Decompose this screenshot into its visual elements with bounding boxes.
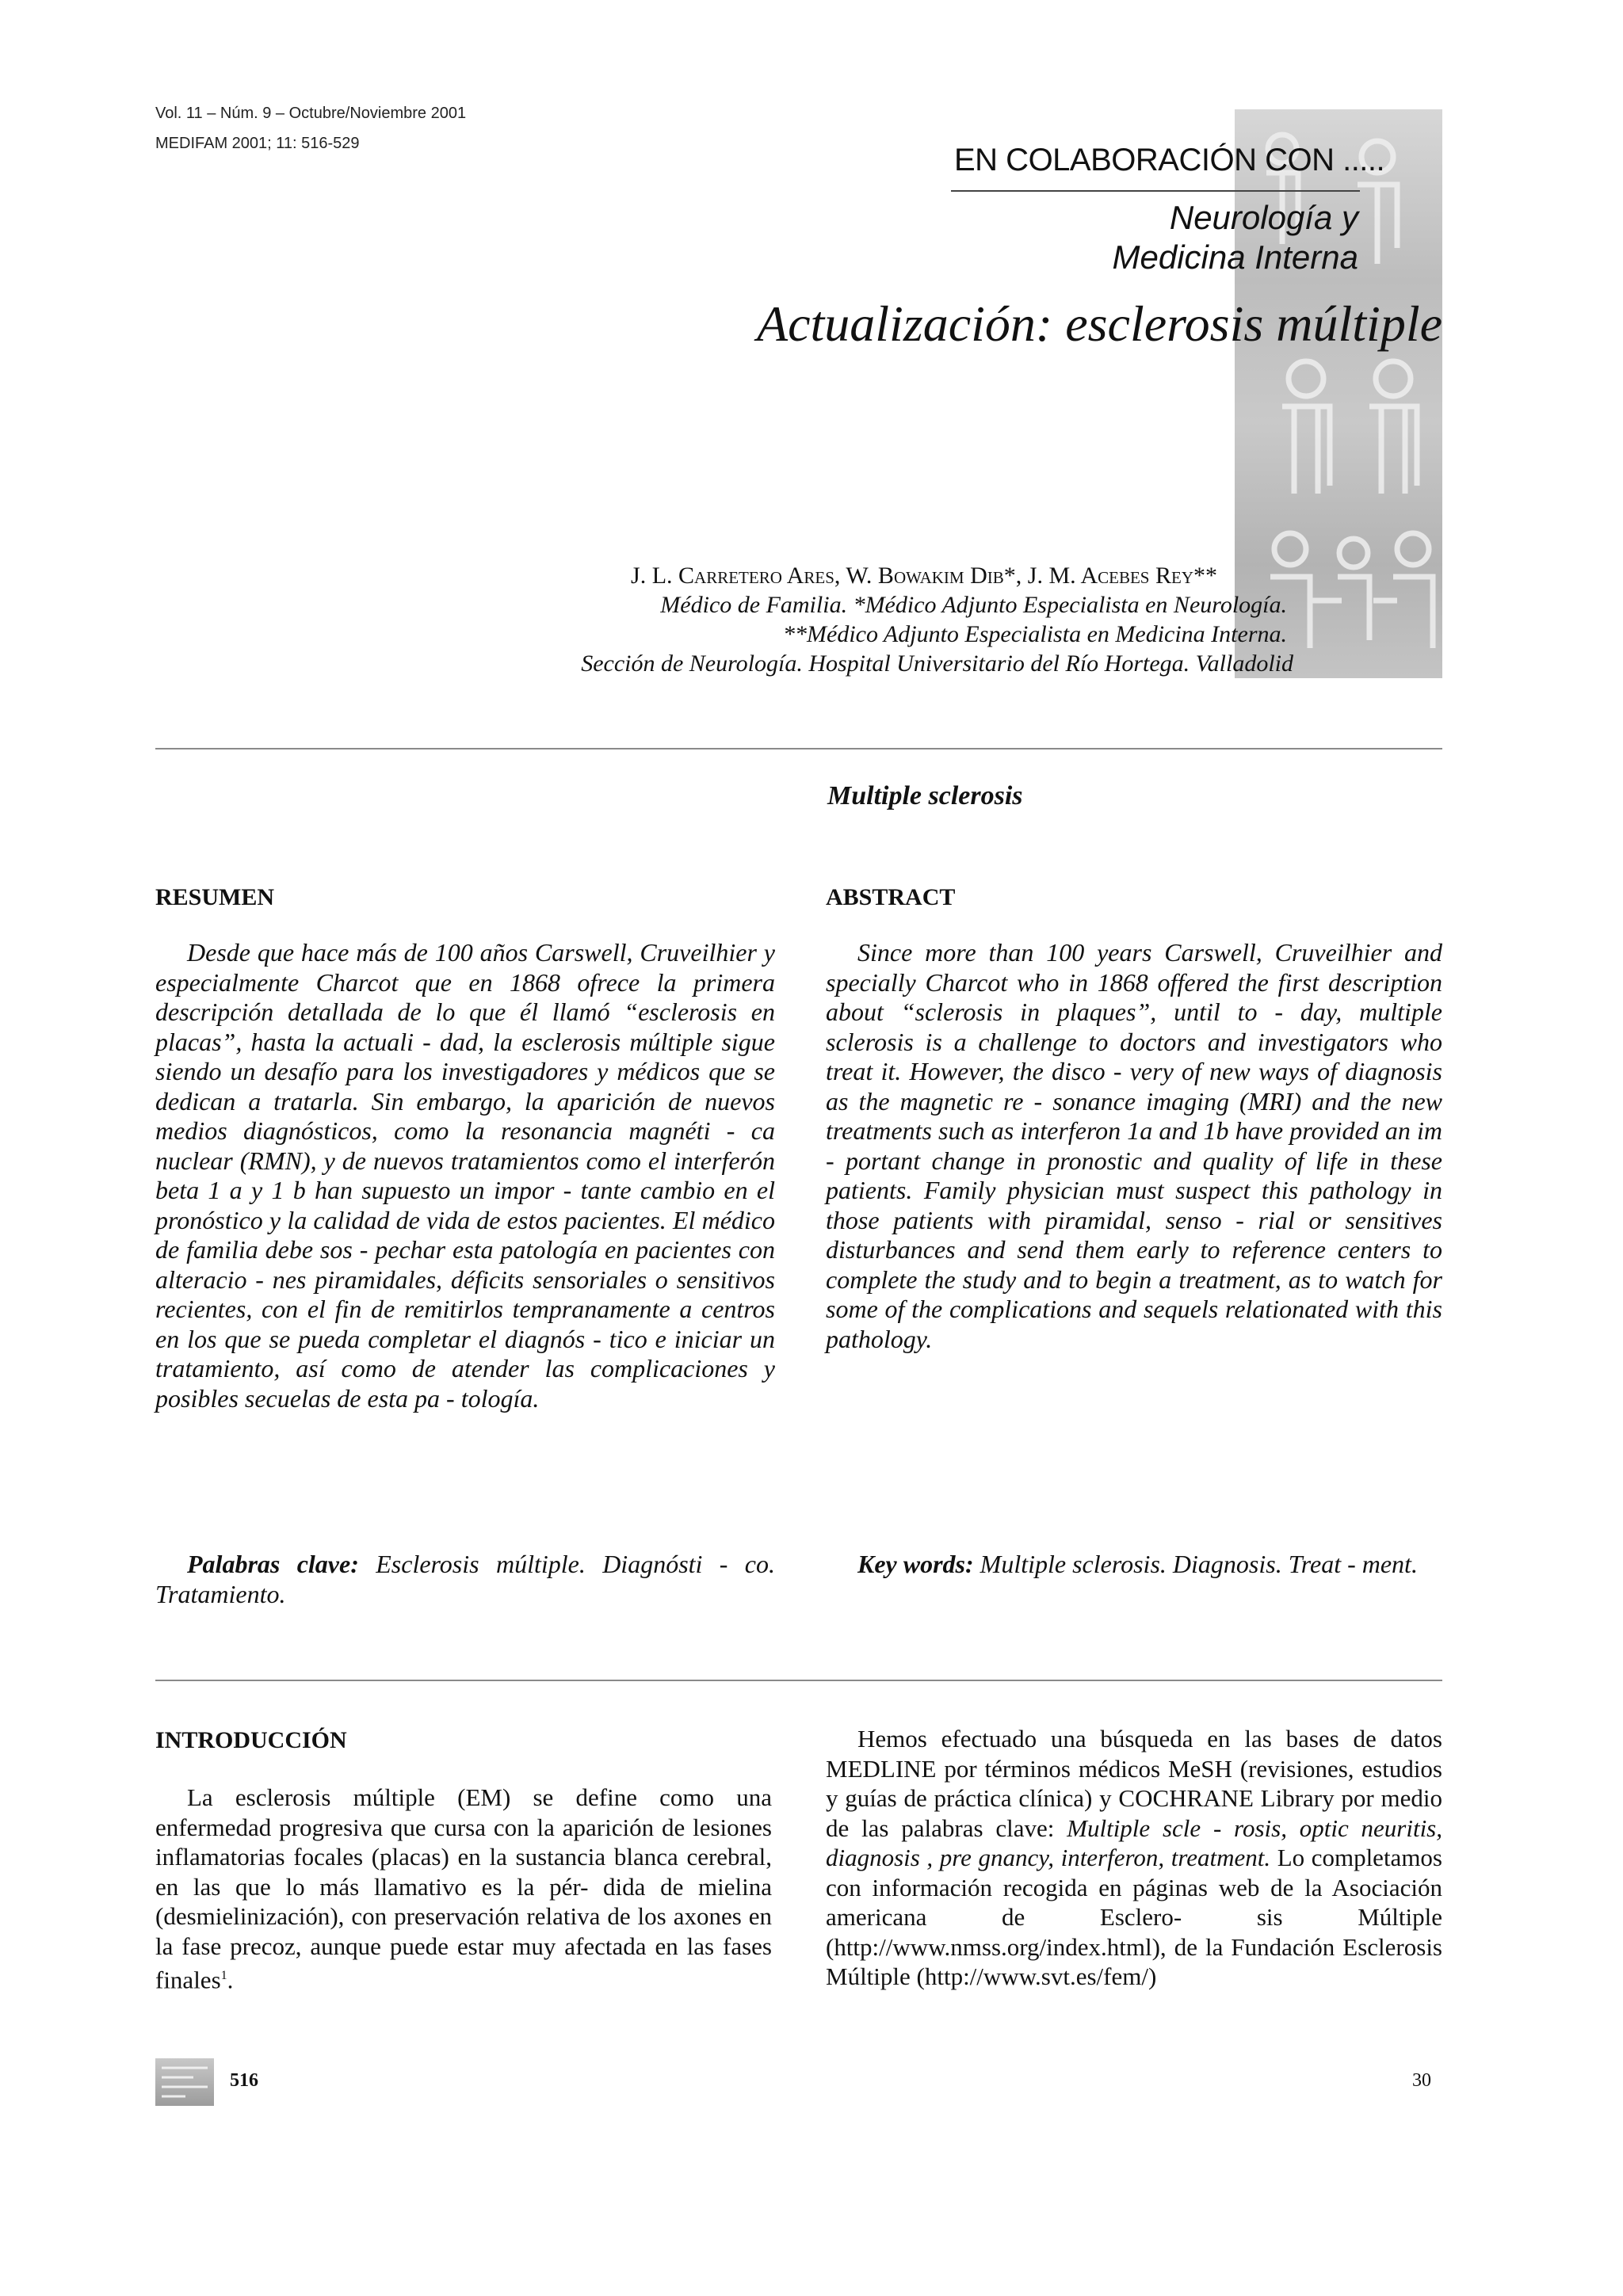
resumen-body: Desde que hace más de 100 años Carswell, Cruveilhier y especialmente Charcot que en 1868 ofrece la primera descripción detallada de lo que él llamó “esclerosis en placas”, hasta la actuali - dad, la esclerosis múltiple sigue siendo un desafío para los investigadores y médicos que se dedican a tratarla. Sin embargo, la aparición de nuevos medios diagnósticos, como la resonancia magnéti - ca nuclear (RMN), y de nuevos tratamientos como el interferón beta 1 a y 1 b han supuesto un impor - tante cambio en el pronóstico y la calidad de vida de estos pacientes. El médico de familia debe sos - pechar esta patología en pacientes con alteracio - nes piramidales, déficits sensoriales o sensitivos recientes, con el fin de remitirlos tempranamente a centros en los que se pueda completar el diagnós - tico e iniciar un tratamiento, así como de atender las complicaciones y posibles secuelas de esta pa - tología. — [155, 938, 775, 1413]
section-name-line1: Neurología y — [1169, 199, 1358, 236]
intro-heading: INTRODUCCIÓN — [155, 1727, 347, 1753]
search-paragraph — [826, 1724, 1442, 1992]
intro-paragraph — [155, 1783, 772, 1995]
abstract-keywords-label: Key words: — [857, 1550, 974, 1578]
abstract-text — [826, 938, 1442, 1354]
author-3-mid: R — [1149, 563, 1171, 589]
author-2-mid: D — [964, 563, 987, 589]
author-2-initial: , W. B — [834, 563, 894, 589]
author-1-mid: A — [781, 563, 804, 589]
section-name-line2: Medicina Interna — [1112, 238, 1358, 276]
resumen-keywords-label: Palabras clave: — [187, 1550, 359, 1578]
author-3-mark: ** — [1193, 563, 1217, 589]
journal-logo — [155, 2058, 214, 2106]
resumen-heading: RESUMEN — [155, 884, 275, 910]
resumen-keywords-values: Esclerosis múltiple. Diagnósti - co. Tratamiento. — [155, 1550, 776, 1608]
english-title: Multiple sclerosis — [827, 781, 1023, 810]
page-number-right: 30 — [1412, 2070, 1431, 2091]
search-text-end: Lo completamos con información recogida en páginas web de la Asociación americana de Esclero- sis Múltiple (http://www.nmss.org/index.html), de la Fundación Esclerosis Múltiple (http://www.svt.es/fem/) — [826, 1844, 1442, 1990]
resumen-keywords — [155, 1550, 775, 1609]
abstract-keywords-values: Multiple sclerosis. Diagnosis. Treat - ment. — [973, 1550, 1418, 1578]
intro-footnote-ref: 1 — [220, 1969, 227, 1982]
journal-citation: MEDIFAM 2001; 11: 516-529 — [155, 135, 360, 152]
affiliation-line-3: Sección de Neurología. Hospital Universitario del Río Hortega. Valladolid — [581, 650, 1293, 677]
page-number-left: 516 — [230, 2070, 258, 2091]
intro-period: . — [227, 1966, 234, 1994]
author-3-initial: *, J. M. A — [1003, 563, 1098, 589]
affiliation-line-2: **Médico Adjunto Especialista en Medicina Interna. — [783, 621, 1287, 647]
collaboration-label: EN COLABORACIÓN CON ..... — [954, 143, 1385, 177]
author-2-surname2: ib — [987, 563, 1004, 589]
abstract-heading: ABSTRACT — [826, 884, 956, 910]
search-keywords: Multiple scle - rosis, optic neuritis, diagnosis , pre gnancy, interferon, treatment. — [826, 1814, 1442, 1871]
journal-volume: Vol. 11 – Núm. 9 – Octubre/Noviembre 2001 — [155, 105, 467, 122]
abstract-divider — [155, 1680, 1442, 1681]
resumen-text — [155, 938, 775, 1413]
header-divider — [155, 748, 1442, 749]
author-3-surname: cebes — [1098, 563, 1150, 589]
author-1-surname2: res — [804, 563, 834, 589]
affiliation-line-1: Médico de Familia. *Médico Adjunto Especialista en Neurología. — [660, 592, 1287, 618]
article-title: Actualización: esclerosis múltiple — [756, 296, 1442, 352]
collaboration-rule — [951, 190, 1360, 192]
author-3-surname2: ey — [1171, 563, 1193, 589]
abstract-keywords — [826, 1550, 1442, 1580]
abstract-body: Since more than 100 years Carswell, Cruveilhier and specially Charcot who in 1868 offered the first description about “sclerosis in plaques”, until to - day, multiple sclerosis is a challenge to doctors and investigators who treat it. However, the disco - very of new ways of diagnosis as the magnetic re - sonance imaging (MRI) and the new treatments such as interferon 1a and 1b have provided an im - portant change in pronostic and quality of life in these patients. Family physician must suspect this pathology in those patients with piramidal, senso - rial or sensitives disturbances and send them early to reference centers to complete the study and to begin a treatment, as to watch for some of the complications and sequels relationated with this pathology. — [826, 938, 1442, 1353]
author-2-surname: owakim — [893, 563, 964, 589]
author-1-surname: arretero — [694, 563, 782, 589]
author-list — [631, 561, 1217, 590]
author-1-initial: J. L. C — [631, 563, 695, 589]
search-text-start: Hemos efectuado una búsqueda en las bases de datos MEDLINE por términos médicos MeSH (revisiones, estudios y guías de práctica clínica) y COCHRANE Library por medio de las palabras clave: — [826, 1725, 1442, 1842]
intro-text: La esclerosis múltiple (EM) se define como una enfermedad progresiva que cursa con la aparición de lesiones inflamatorias focales (placas) en la sustancia blanca cerebral, en las que lo más llamativo es la pér- dida de mielina (desmielinización), con preservación relativa de los axones en la fase precoz, aunque puede estar muy afectada en las fases finales — [155, 1783, 772, 1994]
